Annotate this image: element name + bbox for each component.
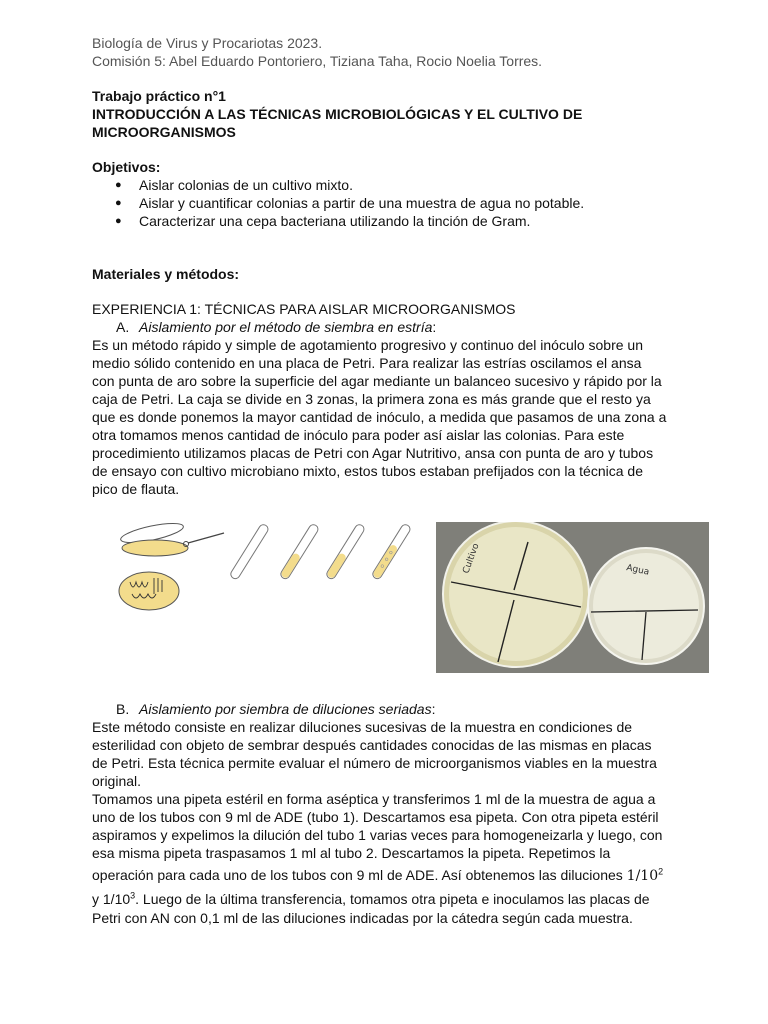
list-item: ● Aislar y cuantificar colonias a partir de una muestra de agua no potable.	[92, 194, 692, 212]
document-page	[92, 34, 692, 498]
paragraph-line: que es donde ponemos la mayor cantidad de inóculo, a medida que pasamos de una zona a	[92, 409, 667, 425]
dilution-text: operación para cada uno de los tubos con 9 ml de ADE. Así obtenemos las diluciones	[92, 867, 627, 883]
dilution-text: . Luego de la última transferencia, tomamos otra pipeta e inoculamos las placas de	[135, 891, 650, 907]
objectives-heading: Objetivos:	[92, 159, 161, 175]
paragraph-line: aspiramos y expelimos la dilución del tubo 1 varias veces para homogeneizarla y luego, con	[92, 827, 663, 843]
paragraph-line: Tomamos una pipeta estéril en forma aséptica y transferimos 1 ml de la muestra de agua a	[92, 791, 656, 807]
paragraph-line: medio sólido contenido en una placa de Petri. Para realizar las estrías oscilamos el ansa	[92, 355, 642, 371]
section-letter: B.	[116, 701, 130, 717]
paragraph-line: Petri con AN con 0,1 ml de las diluciones indicadas por la cátedra según cada muestra.	[92, 910, 633, 926]
dilution-line	[92, 866, 692, 886]
section-a-heading	[92, 318, 692, 336]
paragraph-line: procedimiento utilizamos placas de Petri con Agar Nutritivo, ansa con punta de aro y tubos	[92, 445, 654, 461]
plate-right	[588, 548, 704, 664]
practical-title-line2: MICROORGANISMOS	[92, 124, 236, 140]
paragraph-line: caja de Petri. La caja se divide en 3 zonas, la primera zona es más grande que el resto ya	[92, 391, 651, 407]
paragraph-line: Es un método rápido y simple de agotamiento progresivo y continuo del inóculo sobre un	[92, 337, 643, 353]
colon: :	[431, 701, 436, 717]
section-a-paragraph	[92, 336, 692, 498]
list-item: ● Caracterizar una cepa bacteriana utilizando la tinción de Gram.	[92, 212, 692, 230]
plate1-label: Cultivo	[461, 542, 482, 576]
list-item: ● Aislar colonias de un cultivo mixto.	[92, 176, 692, 194]
test-tubes-drawing	[229, 523, 411, 580]
dilution-text: y 1/10	[92, 891, 131, 907]
paragraph-line: Este método consiste en realizar diluciones sucesivas de la muestra en condiciones de	[92, 719, 633, 735]
section-a-title: Aislamiento por el método de siembra en estría	[139, 319, 433, 335]
loop-handle	[188, 533, 224, 543]
paragraph-line: original.	[92, 773, 142, 789]
materials-heading: Materiales y métodos:	[92, 266, 240, 282]
section-b-title: Aislamiento por siembra de diluciones seriadas	[139, 701, 432, 717]
dilution-fraction: 1/10	[626, 868, 659, 884]
paragraph-line: esterilidad con objeto de sembrar después cantidades conocidas de las mismas en placas	[92, 737, 652, 753]
petri-dish-drawing	[119, 519, 224, 556]
plate2-label: Agua	[625, 563, 651, 578]
paragraph-line: de Petri. Esta técnica permite evaluar el número de microorganismos viables en la muestra	[92, 755, 657, 771]
dilution-exponent: 2	[658, 866, 664, 877]
objectives-list	[92, 176, 692, 230]
streak-plate-drawing	[116, 568, 186, 614]
paragraph-line: pico de flauta.	[92, 481, 180, 497]
dilution-line-2	[92, 890, 692, 909]
paragraph-line: esa misma pipeta traspasamos 1 ml al tubo 2. Descartamos la pipeta. Repetimos la	[92, 845, 611, 861]
section-b	[92, 700, 692, 927]
section-letter: A.	[116, 319, 130, 335]
colon: :	[432, 319, 437, 335]
experience-title: EXPERIENCIA 1: TÉCNICAS PARA AISLAR MICROORGANISMOS	[92, 301, 516, 317]
paragraph-line: uno de los tubos con 9 ml de ADE (tubo 1). Descartamos esa pipeta. Con otra pipeta estéril	[92, 809, 659, 825]
commission-header: Comisión 5: Abel Eduardo Pontoriero, Tiziana Taha, Rocio Noelia Torres.	[92, 53, 543, 69]
section-b-heading	[92, 700, 692, 718]
plate-left	[443, 522, 589, 667]
practical-title-line1: INTRODUCCIÓN A LAS TÉCNICAS MICROBIOLÓGICAS Y EL CULTIVO DE	[92, 106, 583, 122]
paragraph-line: de ensayo con cultivo microbiano mixto, estos tubos estaban prefijados con la técnica de	[92, 463, 643, 479]
practical-number: Trabajo práctico n°1	[92, 88, 226, 104]
petri-plates-photo	[436, 522, 709, 673]
paragraph-line: otra tomamos menos cantidad de inóculo para poder así aislar las colonias. Para este	[92, 427, 625, 443]
course-header: Biología de Virus y Procariotas 2023.	[92, 35, 323, 51]
dilution-exponent: 3	[130, 890, 136, 901]
title-block	[92, 87, 692, 141]
paragraph-line: con punta de aro sobre la superficie del agar mediante un balanceo sucesivo y rápido por la	[92, 373, 662, 389]
